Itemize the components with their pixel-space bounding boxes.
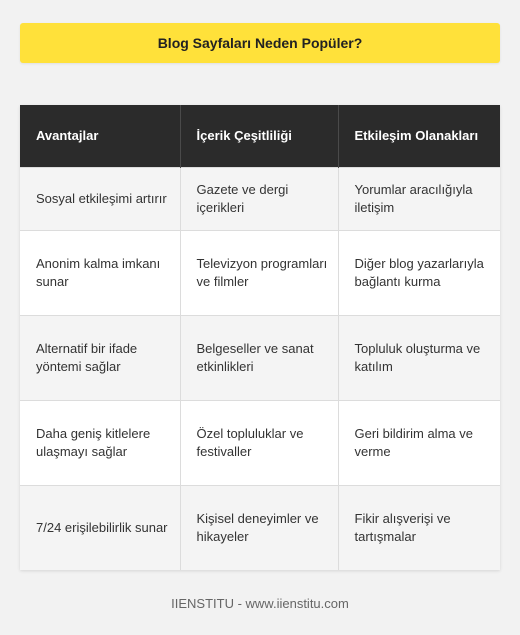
comparison-table <box>20 105 500 570</box>
table-cell: Geri bildirim alma ve verme <box>338 400 500 485</box>
column-header-etkilesim-olanaklari: Etkileşim Olanakları <box>354 127 479 143</box>
column-header-icerik-cesitliligi: İçerik Çeşitliliği <box>180 105 338 167</box>
title-banner <box>20 23 500 63</box>
table-cell: Televizyon programları ve filmler <box>180 230 338 315</box>
page-title: Blog Sayfaları Neden Popüler? <box>157 35 363 51</box>
table-cell: Sosyal etkileşimi artırır <box>20 167 180 230</box>
table-cell: Özel topluluklar ve festivaller <box>180 400 338 485</box>
table-row <box>20 315 500 400</box>
table-cell: Yorumlar aracılığıyla iletişim <box>338 167 500 230</box>
table <box>20 105 500 570</box>
table-cell: 7/24 erişilebilirlik sunar <box>20 485 180 570</box>
table-cell: Fikir alışverişi ve tartışmalar <box>338 485 500 570</box>
table-row <box>20 167 500 230</box>
table-cell: Kişisel deneyimler ve hikayeler <box>180 485 338 570</box>
table-cell: Anonim kalma imkanı sunar <box>20 230 180 315</box>
table-row <box>20 230 500 315</box>
table-cell: Topluluk oluşturma ve katılım <box>338 315 500 400</box>
table-cell: Alternatif bir ifade yöntemi sağlar <box>20 315 180 400</box>
table-cell: Gazete ve dergi içerikleri <box>180 167 338 230</box>
table-cell: Daha geniş kitlelere ulaşmayı sağlar <box>20 400 180 485</box>
footer-credit: IIENSTITU - www.iienstitu.com <box>171 596 349 611</box>
table-row <box>20 485 500 570</box>
table-header-row <box>20 105 500 167</box>
table-cell: Belgeseller ve sanat etkinlikleri <box>180 315 338 400</box>
table-row <box>20 400 500 485</box>
table-cell: Diğer blog yazarlarıyla bağlantı kurma <box>338 230 500 315</box>
column-header-avantajlar: Avantajlar <box>20 105 180 167</box>
